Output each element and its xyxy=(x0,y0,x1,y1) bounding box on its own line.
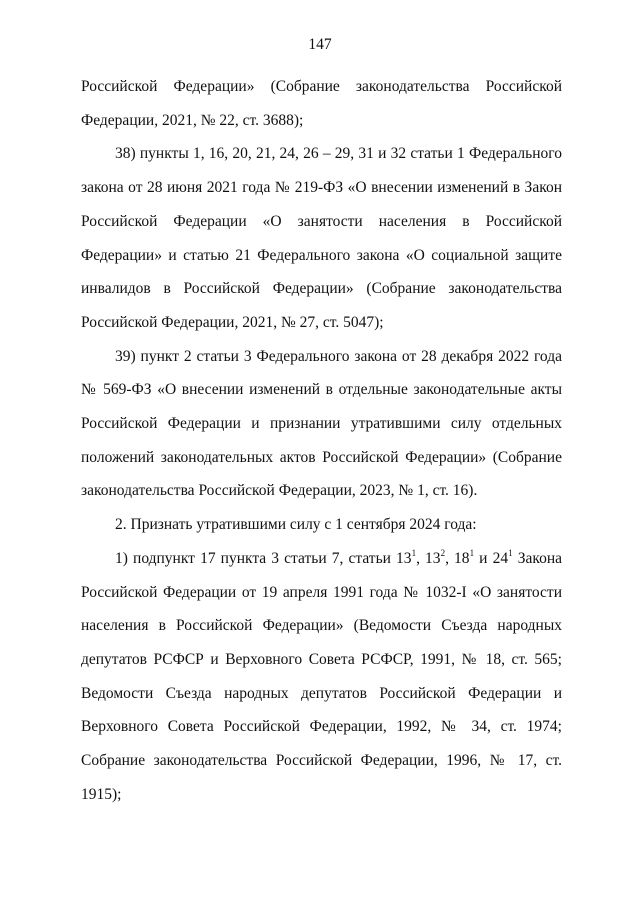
superscript: 1 xyxy=(469,547,475,558)
paragraph-item-1-text: , 13 xyxy=(416,549,441,567)
paragraph-item-38: 38) пункты 1, 16, 20, 21, 24, 26 – 29, 31 и 32 статьи 1 Федерального закона от 28 июня 2021 года № 219-ФЗ «О внесении изменений в Закон Российской Федерации «О занятости населения в Российской Федерации» и статью 21 Федерального закона «О социальной защите инвалидов в Российской Федерации» (Собрание законодательства Российской Федерации, 2021, № 27, ст. 5047); xyxy=(81,145,562,331)
paragraph-section-2: 2. Признать утратившими силу с 1 сентября 2024 года: xyxy=(115,516,477,534)
paragraph-item-1-text: , 18 xyxy=(445,549,470,567)
superscript: 1 xyxy=(508,547,513,558)
paragraph-item-39: 39) пункт 2 статьи 3 Федерального закона от 28 декабря 2022 года № 569-ФЗ «О внесении изменений в отдельные законодательные акты Российской Федерации и признании утратившими силу отдельных положений законодательных актов Российской Федерации» (Собрание законодательства Российской Федерации, 2023, № 1, ст. 16). xyxy=(81,347,562,500)
paragraph-item-1-text: 1) подпункт 17 пункта 3 статьи 7, статьи 13 xyxy=(115,549,412,567)
paragraph-item-1-text: Закона Российской Федерации от 19 апреля 1991 года № 1032-I «О занятости населения в Российской Федерации» (Ведомости Съезда народных депутатов РСФСР и Верховного Совета РСФСР, 1991, № 18, ст. 565; Ведомости Съезда народных депутатов Российской Федерации и Верховного Совета Российской Федерации, 1992, № 34, ст. 1974; Собрание законодательства Российской Федерации, 1996, № 17, ст. 1915); xyxy=(81,549,563,803)
paragraph-item-1 xyxy=(81,542,562,812)
page-number: 147 xyxy=(308,36,332,53)
document-body xyxy=(81,70,562,811)
superscript: 1 xyxy=(411,547,417,558)
paragraph-continuation: Российской Федерации» (Собрание законодательства Российской Федерации, 2021, № 22, ст. 3688); xyxy=(81,78,562,129)
superscript: 2 xyxy=(440,547,446,558)
paragraph-item-1-text: и 24 xyxy=(474,549,509,567)
